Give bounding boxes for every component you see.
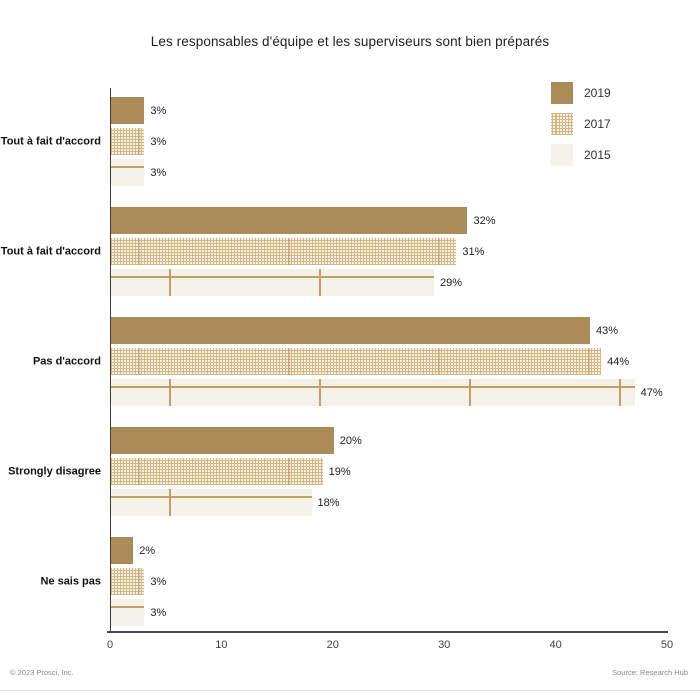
category-label: Strongly disagree — [8, 465, 101, 478]
bar-2017 — [111, 128, 144, 155]
bar-row-2019 — [111, 317, 618, 344]
bar-group — [0, 427, 700, 516]
bar-row-2019 — [111, 427, 362, 454]
bar-2019 — [111, 97, 144, 124]
bar-value-label: 29% — [440, 276, 463, 289]
copyright-text: © 2023 Prosci, Inc. — [10, 668, 74, 677]
bar-2017 — [111, 348, 601, 375]
legend-label: 2015 — [584, 148, 611, 162]
bar-value-label: 3% — [150, 606, 167, 619]
x-tick-label: 40 — [549, 639, 562, 651]
bar-value-label: 3% — [150, 104, 167, 117]
bar-row-2015 — [111, 379, 663, 406]
category-label: Ne sais pas — [40, 575, 101, 588]
bar-2015 — [111, 489, 312, 516]
bar-value-label: 31% — [462, 245, 485, 258]
bar-group — [0, 97, 700, 186]
bar-value-label: 2% — [139, 544, 156, 557]
bar-2015 — [111, 269, 434, 296]
bar-groups — [0, 97, 700, 632]
bar-value-label: 18% — [317, 496, 340, 509]
legend-label: 2017 — [584, 117, 611, 131]
bar-group — [0, 207, 700, 296]
x-tick-label: 20 — [326, 639, 339, 651]
bar-2019 — [111, 207, 467, 234]
x-tick-label: 50 — [660, 639, 674, 651]
bar-row-2017 — [111, 128, 166, 155]
bar-row-2017 — [111, 568, 166, 595]
bottom-divider — [0, 690, 700, 691]
bar-row-2015 — [111, 269, 462, 296]
x-tick-label: 30 — [438, 639, 451, 651]
source-text: Source: Research Hub — [612, 668, 688, 677]
chart-title: Les responsables d'équipe et les superviseurs sont bien préparés — [150, 34, 550, 49]
bar-row-2019 — [111, 537, 155, 564]
bar-value-label: 20% — [339, 434, 362, 447]
bar-value-label: 47% — [640, 386, 663, 399]
bar-row-2015 — [111, 489, 340, 516]
x-tick-label: 10 — [215, 639, 228, 651]
bar-value-label: 3% — [150, 575, 167, 588]
bar-row-2015 — [111, 159, 166, 186]
bar-value-label: 44% — [607, 355, 630, 368]
bar-group — [0, 317, 700, 406]
x-tick-label: 0 — [106, 639, 114, 651]
bar-2019 — [111, 317, 590, 344]
bar-row-2017 — [111, 458, 351, 485]
bar-value-label: 32% — [473, 214, 496, 227]
legend-label: 2019 — [584, 86, 611, 100]
bar-value-label: 3% — [150, 166, 167, 179]
bar-2015 — [111, 159, 144, 186]
bar-2019 — [111, 427, 334, 454]
bar-2017 — [111, 458, 323, 485]
bar-value-label: 3% — [150, 135, 167, 148]
bar-value-label: 43% — [596, 324, 619, 337]
bar-2019 — [111, 537, 133, 564]
bar-2017 — [111, 568, 144, 595]
bar-2015 — [111, 379, 635, 406]
bar-2017 — [111, 238, 456, 265]
bar-value-label: 19% — [328, 465, 351, 478]
bar-group — [0, 537, 700, 626]
category-label: Tout à fait d'accord — [0, 245, 101, 258]
bar-row-2017 — [111, 348, 629, 375]
x-axis-tick-labels — [0, 639, 700, 655]
category-label: Pas d'accord — [32, 355, 101, 368]
bar-row-2017 — [111, 238, 484, 265]
bar-row-2019 — [111, 207, 496, 234]
bar-row-2015 — [111, 599, 166, 626]
bar-2015 — [111, 599, 144, 626]
bar-row-2019 — [111, 97, 166, 124]
category-label: Tout à fait d'accord — [0, 135, 101, 148]
